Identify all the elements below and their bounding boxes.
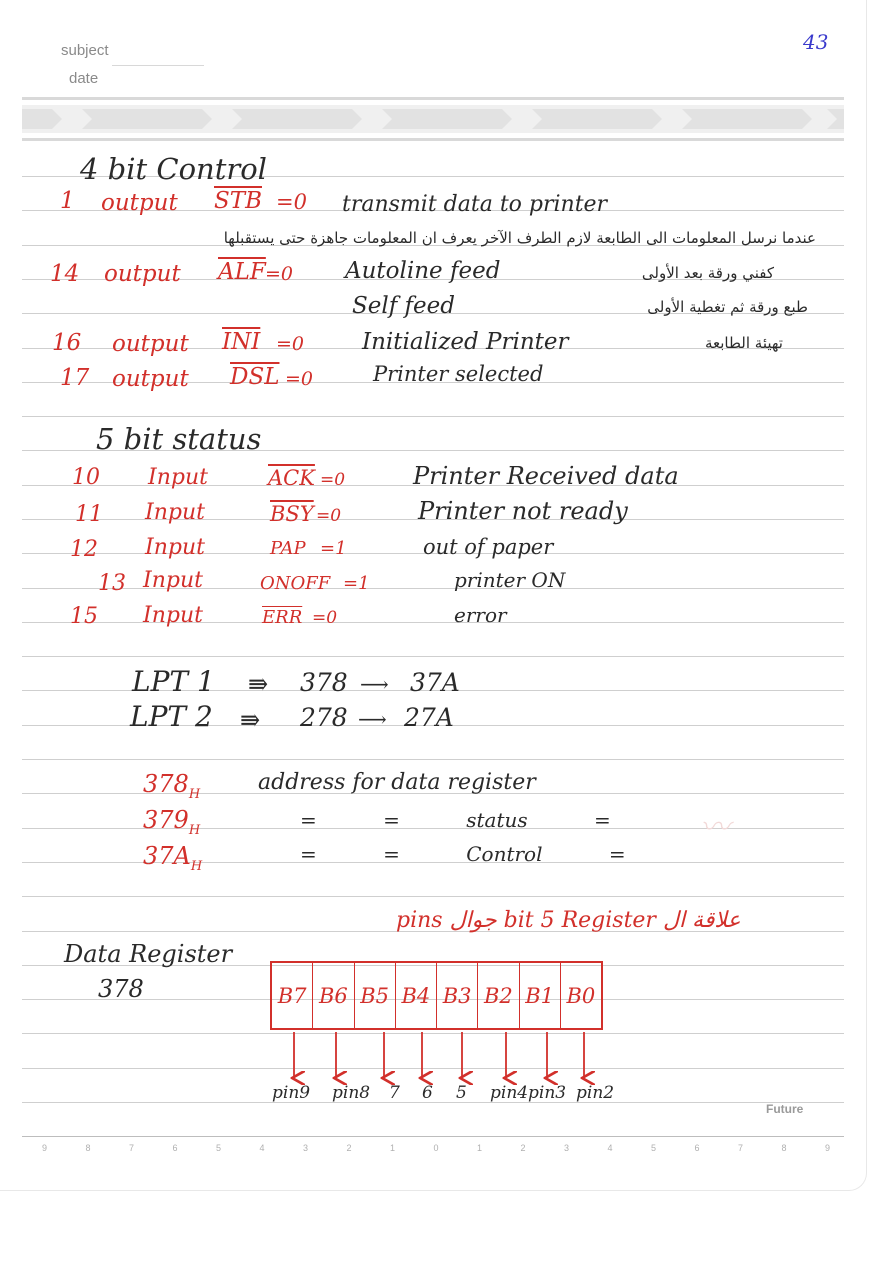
lpt2-name: LPT 2 — [130, 700, 213, 733]
status-dir-11: Input — [145, 500, 205, 525]
status-eq-11: =0 — [316, 506, 342, 526]
status-pin-12: 12 — [70, 537, 98, 562]
lpt2-to-arrow: ⟶ — [358, 707, 387, 731]
ruled-line — [22, 1102, 844, 1103]
self-feed-arabic: طبع ورقة ثم تغطية الأولى — [647, 298, 808, 316]
scale-tick-label: 3 — [303, 1143, 309, 1153]
lpt1-to: 37A — [410, 668, 460, 697]
control-eq-1: =0 — [276, 190, 307, 214]
control-arabic-16: تهيئة الطابعة — [704, 334, 783, 352]
pin-label: 6 — [422, 1083, 433, 1103]
register-note: pins جوال bit 5 Register علاقة ال — [396, 908, 741, 933]
status-dir-15: Input — [143, 603, 203, 628]
control-signal-ini: $\overline{INI}$ — [222, 329, 261, 355]
scale-tick-label: 8 — [85, 1143, 91, 1153]
control-signal-stb: $\overline{STB}$ — [214, 188, 262, 214]
status-signal-bsy: $\overline{BSY}$ — [270, 502, 314, 526]
scale-tick-label: 7 — [129, 1143, 135, 1153]
lpt2-from: 278 — [300, 703, 348, 732]
lpt1-from: 378 — [300, 668, 348, 697]
ruled-line — [22, 896, 844, 897]
control-signal-dsl: $\overline{DSL}$ — [230, 364, 280, 390]
subject-line — [112, 65, 204, 66]
scale-tick-label: 9 — [42, 1143, 48, 1153]
scale-tick-label: 2 — [520, 1143, 526, 1153]
lpt2-to: 27A — [404, 703, 454, 732]
status-pin-13: 13 — [98, 571, 126, 596]
pin-label: pin4 — [490, 1083, 529, 1103]
bit-cell: B4 — [396, 963, 437, 1028]
data-register-box — [270, 961, 603, 1030]
status-eq-15: =0 — [312, 608, 338, 628]
bit-cell: B1 — [520, 963, 561, 1028]
control-eq-14: =0 — [265, 263, 294, 285]
status-desc-11: Printer not ready — [418, 497, 628, 525]
control-dir-14: output — [104, 261, 181, 287]
pin-label: pin3 — [528, 1083, 567, 1103]
status-dir-13: Input — [143, 568, 203, 593]
pin-label: pin2 — [576, 1083, 615, 1103]
reg-desc-379: = = status = — [300, 808, 611, 832]
scale-tick-label: 1 — [477, 1143, 483, 1153]
bleed-through-mark: 〰 — [700, 810, 730, 845]
status-pin-15: 15 — [70, 604, 98, 629]
control-desc-16: Initialized Printer — [362, 329, 569, 355]
control-note-arabic: عندما نرسل المعلومات الى الطابعة لازم الطرف الآخر يعرف ان المعلومات جاهزة حتى يستقبلها — [223, 229, 816, 247]
status-desc-10: Printer Received data — [413, 462, 679, 490]
scale-tick-label: 9 — [825, 1143, 831, 1153]
pin-label: 7 — [389, 1083, 400, 1103]
scale-tick-label: 7 — [738, 1143, 744, 1153]
control-pin-1: 1 — [60, 188, 75, 214]
status-signal-err: $\overline{ERR}$ — [262, 607, 303, 628]
control-desc-14: Autoline feed — [345, 258, 501, 284]
status-signal-pap: PAP — [270, 538, 306, 559]
lpt1-to-arrow: ⟶ — [360, 672, 389, 696]
status-desc-12: out of paper — [423, 535, 554, 559]
control-desc-1: transmit data to printer — [342, 192, 608, 217]
reg-addr-37a: $37A_H$ — [143, 842, 203, 874]
reg-addr-379: $379_H$ — [143, 806, 201, 838]
control-arabic-14: كفني ورقة بعد الأولى — [641, 264, 774, 282]
reg-desc-37a: = = Control = — [300, 842, 626, 866]
status-pin-11: 11 — [75, 502, 103, 527]
status-title: 5 bit status — [96, 422, 262, 456]
status-eq-13: =1 — [343, 573, 370, 594]
control-pin-14: 14 — [50, 261, 80, 287]
ruled-line — [22, 759, 844, 760]
reg-desc-378: address for data register — [258, 770, 536, 795]
scale-tick-label: 6 — [694, 1143, 700, 1153]
scale-tick-label: 6 — [172, 1143, 178, 1153]
control-pin-16: 16 — [52, 330, 82, 356]
subject-label: subject — [61, 42, 109, 59]
pin-label: pin8 — [332, 1083, 371, 1103]
bit-cell: B6 — [313, 963, 354, 1028]
ruled-line — [22, 416, 844, 417]
pin-label: pin9 — [272, 1083, 311, 1103]
bit-cell: B5 — [355, 963, 396, 1028]
scale-tick-label: 0 — [433, 1143, 439, 1153]
scale-tick-label: 5 — [216, 1143, 222, 1153]
scale-tick-label: 8 — [781, 1143, 787, 1153]
date-label: date — [69, 70, 99, 87]
lpt1-name: LPT 1 — [132, 665, 215, 698]
pin-label: 5 — [456, 1083, 467, 1103]
status-desc-15: error — [454, 603, 507, 627]
scale-tick-label: 2 — [346, 1143, 352, 1153]
scale-tick-label: 3 — [564, 1143, 570, 1153]
ruled-line — [22, 656, 844, 657]
status-eq-12: =1 — [320, 538, 347, 559]
status-eq-10: =0 — [320, 470, 346, 490]
control-dir-16: output — [112, 331, 189, 357]
scale-tick-label: 5 — [651, 1143, 657, 1153]
bit-cell: B2 — [478, 963, 519, 1028]
control-eq-17: =0 — [285, 368, 314, 390]
control-pin-17: 17 — [60, 365, 90, 391]
lpt2-arrow: ⇛ — [240, 706, 261, 734]
page-number: 43 — [803, 30, 829, 54]
bit-to-pin-arrows — [270, 1030, 610, 1085]
scale-line — [22, 1136, 844, 1137]
decorative-band — [22, 97, 844, 141]
bit-cell: B3 — [437, 963, 478, 1028]
control-dir-1: output — [101, 190, 178, 216]
control-eq-16: =0 — [276, 333, 305, 355]
status-dir-12: Input — [145, 535, 205, 560]
data-register-title: Data Register — [64, 940, 233, 968]
brand-logo: Future — [766, 1102, 804, 1116]
control-dir-17: output — [112, 366, 189, 392]
control-desc-17: Printer selected — [373, 362, 544, 386]
self-feed-label: Self feed — [352, 293, 456, 319]
control-title: 4 bit Control — [80, 152, 267, 186]
scale-tick-label: 4 — [259, 1143, 265, 1153]
scale-tick-label: 4 — [607, 1143, 613, 1153]
status-desc-13: printer ON — [454, 568, 566, 592]
status-signal-onoff: ONOFF — [260, 573, 331, 594]
bit-cell: B7 — [272, 963, 313, 1028]
scale-tick-label: 1 — [390, 1143, 396, 1153]
bit-cell: B0 — [566, 983, 596, 1008]
status-signal-ack: $\overline{ACK}$ — [268, 466, 315, 490]
status-dir-10: Input — [148, 465, 208, 490]
control-signal-alf: $\overline{ALF}$ — [218, 259, 266, 285]
lpt1-arrow: ⇛ — [248, 670, 269, 698]
status-pin-10: 10 — [72, 465, 100, 490]
data-register-addr: 378 — [98, 975, 144, 1003]
reg-addr-378: $378_H$ — [143, 770, 201, 802]
